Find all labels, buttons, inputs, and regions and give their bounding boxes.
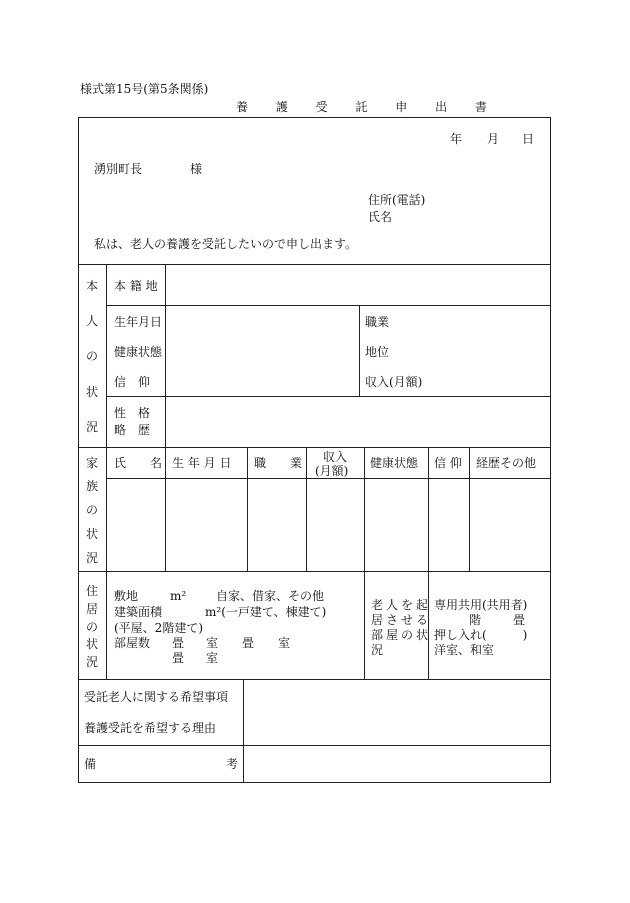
declaration-text: 私は、老人の養護を受託したいので申し出ます。 (94, 237, 358, 251)
family-col-name: 氏 名 (114, 456, 163, 470)
room-1: 室 (206, 636, 219, 650)
wishes-label: 受託老人に関する希望事項 (84, 690, 229, 704)
rule (469, 447, 470, 571)
family-col-birth: 生 年 月 日 (172, 456, 232, 470)
remarks-label-2: 考 (226, 757, 239, 771)
rule (78, 264, 551, 265)
self-side-2: 人 (85, 314, 98, 328)
tatami-3: 畳 (172, 651, 185, 665)
health-label: 健康状態 (114, 345, 163, 359)
residence-side-1: 住 (85, 584, 98, 598)
tatami-4: 畳 (513, 613, 526, 627)
addressee: 湧別町長 (94, 162, 143, 176)
name-label: 氏名 (368, 210, 393, 224)
residence-side-3: の (85, 620, 98, 634)
rule (243, 679, 244, 783)
rooms-label: 部屋数 (114, 636, 151, 650)
elder-room-line-2: 居させる (371, 613, 432, 627)
family-col-faith: 信 仰 (434, 456, 462, 470)
addressee-suffix: 様 (190, 162, 203, 176)
family-col-career: 経歴その他 (476, 456, 537, 470)
family-col-income-2: (月額) (315, 464, 349, 478)
residence-side-5: 況 (85, 655, 98, 669)
document-title: 養 護 受 託 申 出 書 (236, 100, 499, 114)
rule (106, 305, 551, 306)
rule (78, 447, 551, 448)
elder-room-line-4: 況 (371, 643, 384, 657)
usage-label: 専用共用(共用者) (434, 598, 528, 612)
date-month: 月 (487, 132, 500, 146)
family-side-4: 状 (85, 527, 98, 541)
residence-side-4: 状 (85, 637, 98, 651)
self-side-5: 況 (85, 420, 98, 434)
family-col-income-1: 収入 (323, 450, 348, 464)
rule (78, 571, 551, 572)
elder-room-line-3: 部屋の状 (371, 628, 432, 642)
room-2: 室 (278, 636, 291, 650)
rule (359, 305, 360, 396)
rule (106, 396, 551, 397)
floor-label: 建築面積 (114, 605, 163, 619)
rule (306, 447, 307, 571)
room-3: 室 (206, 651, 219, 665)
self-side-3: の (85, 349, 98, 363)
site-unit: m² (170, 589, 187, 603)
form-table (78, 117, 551, 783)
rule (78, 745, 551, 746)
rule (106, 571, 107, 679)
rule (106, 478, 551, 479)
family-side-1: 家 (85, 456, 98, 470)
date-year: 年 (450, 132, 463, 146)
rule (364, 571, 365, 679)
personality-label: 性 格 (114, 406, 151, 420)
rule (78, 679, 551, 680)
tatami-2: 畳 (242, 636, 255, 650)
rule (364, 447, 365, 571)
position-label: 地位 (365, 345, 390, 359)
honseki-label: 本 籍 地 (114, 279, 158, 293)
family-side-2: 族 (85, 479, 98, 493)
rule (165, 264, 166, 447)
family-side-3: の (85, 503, 98, 517)
family-side-5: 況 (85, 551, 98, 565)
floor-type: (平屋、2階建て) (114, 621, 203, 635)
floor-word: 階 (469, 613, 482, 627)
birthdate-label: 生年月日 (114, 315, 163, 329)
elder-room-line-1: 老人を起 (371, 598, 432, 612)
rule (165, 447, 166, 571)
faith-label: 信 仰 (114, 375, 151, 389)
self-side-4: 状 (85, 385, 98, 399)
rule (428, 447, 429, 571)
rule (247, 447, 248, 571)
remarks-label-1: 備 (84, 757, 97, 771)
occupation-label: 職業 (365, 315, 390, 329)
rule (106, 264, 107, 572)
history-label: 略 歴 (114, 423, 151, 437)
tatami-1: 畳 (172, 636, 185, 650)
address-label: 住所(電話) (368, 193, 426, 207)
site-options: 自家、借家、その他 (216, 589, 325, 603)
room-style-label: 洋室、和室 (434, 643, 495, 657)
date-day: 日 (522, 132, 535, 146)
closet-label: 押し入れ( ) (434, 628, 528, 642)
self-side-1: 本 (85, 279, 98, 293)
family-col-health: 健康状態 (370, 456, 419, 470)
form-number: 様式第15号(第5条関係) (80, 82, 209, 96)
reason-label: 養護受託を希望する理由 (84, 721, 217, 735)
income-label: 収入(月額) (365, 375, 423, 389)
floor-unit: m²(一戸建て、棟建て) (205, 605, 327, 619)
site-label: 敷地 (114, 589, 139, 603)
family-col-job: 職 業 (254, 456, 303, 470)
residence-side-2: 居 (85, 602, 98, 616)
